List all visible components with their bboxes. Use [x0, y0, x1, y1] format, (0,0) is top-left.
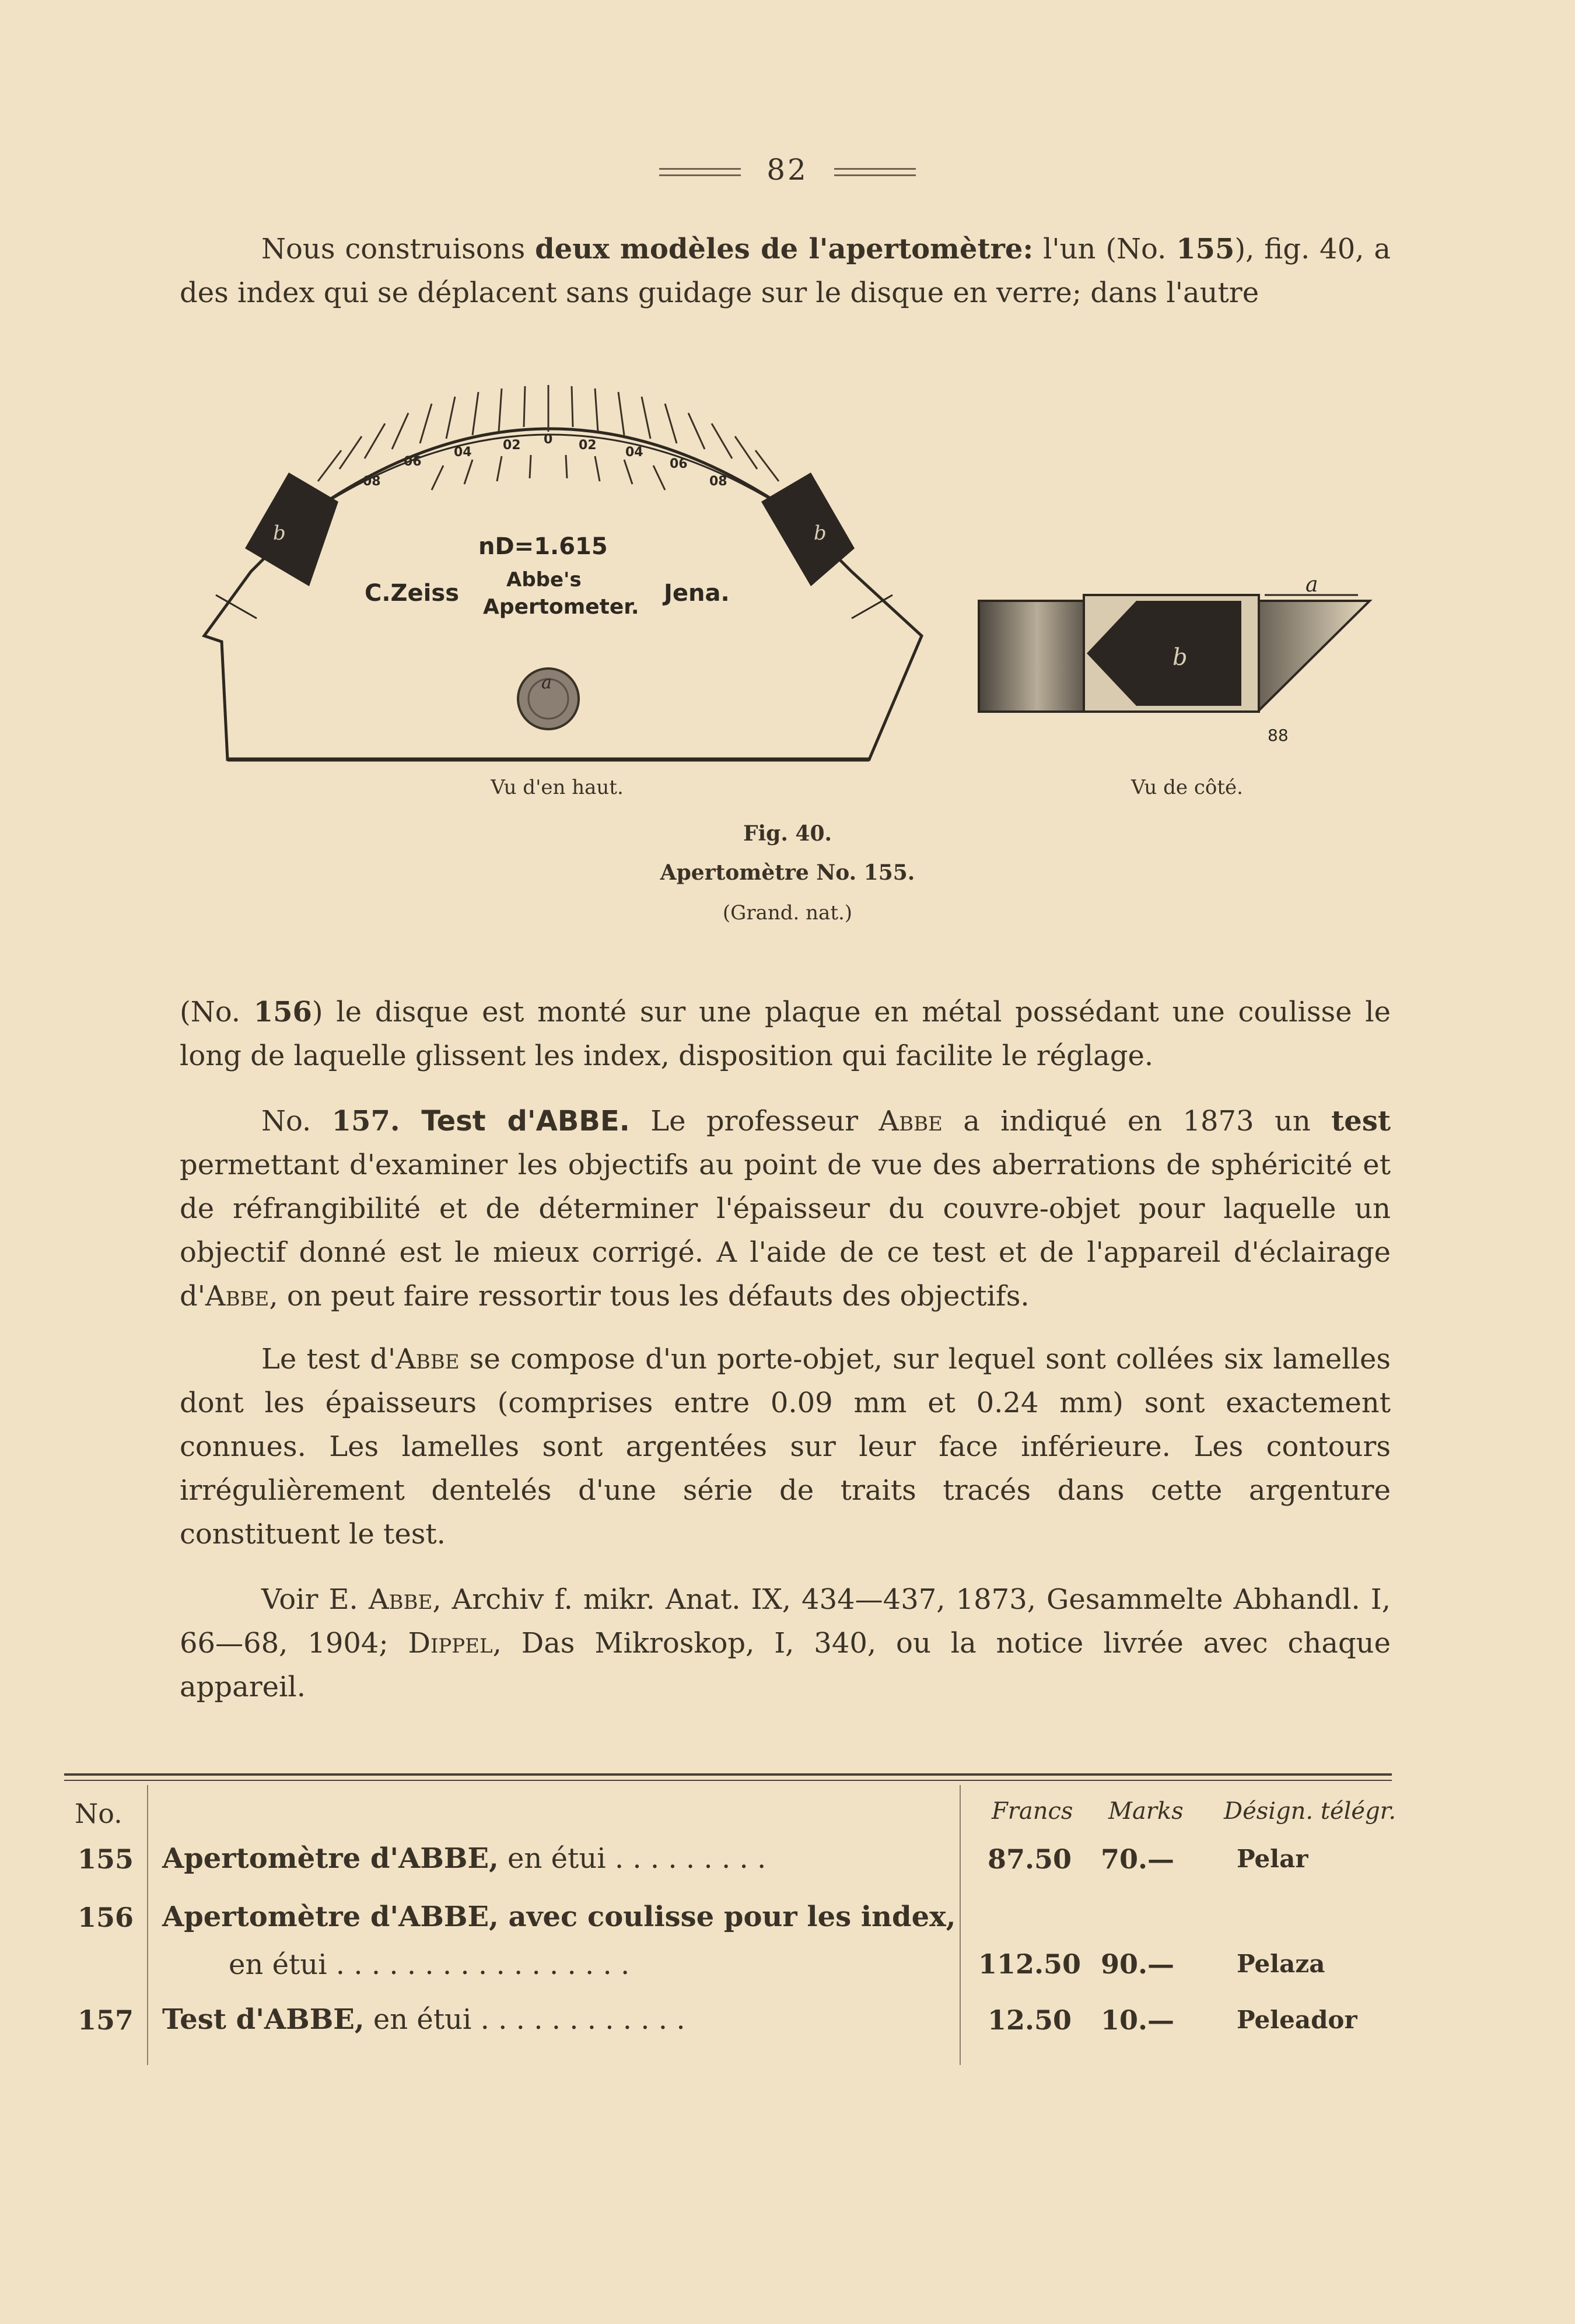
p157-b: Le professeur [629, 1105, 879, 1138]
header-marks: Marks [1108, 1798, 1184, 1825]
side-a-label: a [1306, 578, 1318, 597]
p156-a: (No. [180, 996, 254, 1028]
ptest-b: se compose d'un porte-objet, sur lequel sont collées six lamelles dont les épaisseurs (comprises entre 0.09 mm et 0.24 mm) sont exactement connues. Les lamelles sont argentées sur leur face inférieure. Les contours irrégulièrement dentelés d'une série de traits tracés dans cette argenture constituent le test. [180, 1343, 1391, 1550]
tick-label-4: 04 [625, 445, 643, 460]
row-156-no: 156 [77, 1902, 134, 1933]
p157-d: permettant d'examiner les objectifs au point de vue des aberrations de sphéricité et de réfrangibilité et de déterminer l'épaisseur du couvre-objet pour laquelle un objectif donné est le mieux corrigé. A l'aide de ce test et de l'appareil d'éclairage d' [180, 1149, 1391, 1312]
left-rule [659, 168, 741, 176]
left-index-b [245, 473, 338, 586]
p157-e: , on peut faire ressortir tous les défauts des objectifs. [269, 1280, 1030, 1312]
pref-c: , Das Mikroskop, I, 340, ou la notice livrée avec chaque appareil. [180, 1627, 1391, 1703]
intro-num-155: 155 [1176, 233, 1235, 265]
row-157-francs: 12.50 [987, 2004, 1072, 2036]
row-155-desc-rest: en étui . . . . . . . . . [498, 1842, 766, 1875]
intro-text-1: Nous construisons [261, 233, 536, 265]
pref-b: , Archiv f. mikr. Anat. IX, 434—437, 1873, Gesammelte Abhandl. I, 66—68, 1904; [180, 1583, 1391, 1660]
p157-title: Test d'ABBE. [400, 1105, 630, 1138]
side-b-label: b [1172, 644, 1188, 671]
row-157-desc-bold: Test d'ABBE, [162, 2003, 365, 2036]
row-155-no: 155 [77, 1843, 134, 1875]
row-156-code: Pelaza [1237, 1950, 1325, 1978]
figure-label: Fig. 40. [743, 821, 832, 846]
row-157-marks: 10.— [1100, 2004, 1175, 2036]
intro-text-2: l'un (No. [1033, 233, 1177, 265]
table-divider-right [960, 1785, 961, 2065]
ptest-abbe: Abbe [396, 1343, 460, 1376]
zeiss-label: C.Zeiss [365, 580, 460, 607]
row-157-no: 157 [77, 2004, 134, 2036]
row-156-desc-rest: en étui . . . . . . . . . . . . . . . . . [229, 1948, 630, 1981]
tick-label-2: 0 [544, 432, 553, 447]
price-table-top-rule [64, 1773, 1392, 1781]
page-number: 82 [766, 153, 808, 187]
tick-label-5: 04 [454, 445, 472, 460]
figure-scale: (Grand. nat.) [722, 901, 853, 925]
paragraph-156 [180, 991, 1391, 1078]
right-index-b [761, 473, 855, 586]
row-155-desc [162, 1842, 766, 1875]
row-157-desc [162, 2003, 685, 2036]
nd-label: nD=1.615 [478, 533, 608, 560]
row-156-desc-bold: Apertomètre d'ABBE, avec coulisse pour les index, [162, 1901, 956, 1933]
figure-title: Apertomètre No. 155. [660, 860, 915, 885]
p156-b: ) le disque est monté sur une plaque en métal possédant une coulisse le long de laquelle glissent les index, disposition qui facilite le réglage. [180, 996, 1391, 1072]
header-design: Désign. télégr. [1224, 1798, 1396, 1825]
apertometer-label: Apertometer. [483, 595, 639, 619]
row-155-desc-bold: Apertomètre d'ABBE, [162, 1842, 499, 1875]
p156-num: 156 [253, 996, 312, 1028]
row-157-desc-rest: en étui . . . . . . . . . . . . [364, 2003, 685, 2036]
paragraph-test [180, 1338, 1391, 1556]
right-rule [834, 168, 916, 176]
screw-a-label: a [541, 673, 552, 693]
tick-label-3: 02 [579, 438, 597, 453]
row-155-marks: 70.— [1100, 1843, 1175, 1875]
ptest-a: Le test d' [261, 1343, 396, 1376]
p157-num: 157. [331, 1105, 400, 1138]
row-155-code: Pelar [1237, 1845, 1308, 1873]
paragraph-reference [180, 1578, 1391, 1709]
tick-label-9: 08 [709, 474, 727, 489]
intro-text-3: ), fig. 40, a [1234, 233, 1391, 265]
paragraph-157 [180, 1100, 1391, 1318]
right-b-label: b [814, 522, 827, 545]
intro-text-4: des index qui se déplacent sans guidage sur le disque en verre; dans l'autre [180, 276, 1259, 309]
intro-paragraph [180, 228, 1391, 315]
header-no: No. [75, 1798, 123, 1829]
row-156-francs: 112.50 [978, 1948, 1082, 1980]
p157-c: a indiqué en 1873 un [942, 1105, 1332, 1138]
header-francs: Francs [992, 1798, 1073, 1825]
row-155-francs: 87.50 [987, 1843, 1072, 1875]
tick-label-6: 06 [404, 454, 422, 469]
left-b-label: b [273, 522, 286, 545]
caption-side-view: Vu de côté. [1131, 776, 1243, 799]
page-number-line [0, 153, 1575, 187]
table-divider-left [147, 1785, 148, 2065]
pref-a: Voir E. [261, 1583, 369, 1616]
apertometer-top-view [175, 362, 933, 782]
p157-abbe2: Abbe [205, 1280, 270, 1312]
row-157-code: Peleador [1237, 2006, 1357, 2034]
intro-bold: deux modèles de l'apertomètre: [535, 233, 1034, 265]
p157-a: No. [261, 1105, 332, 1138]
pref-abbe: Abbe [368, 1583, 433, 1616]
tick-label-1: 02 [503, 438, 521, 453]
row-156-marks: 90.— [1100, 1948, 1175, 1980]
p157-abbe: Abbe [878, 1105, 943, 1138]
abbes-label: Abbe's [506, 568, 582, 592]
apertometer-side-view [973, 578, 1381, 770]
tick-label-8: 08 [363, 474, 381, 489]
caption-top-view: Vu d'en haut. [491, 776, 624, 799]
p157-test: test [1331, 1105, 1391, 1138]
tick-label-7: 06 [670, 457, 688, 471]
pref-dippel: Dippel [408, 1627, 493, 1660]
side-number: 88 [1268, 726, 1289, 745]
jena-label: Jena. [664, 580, 730, 607]
